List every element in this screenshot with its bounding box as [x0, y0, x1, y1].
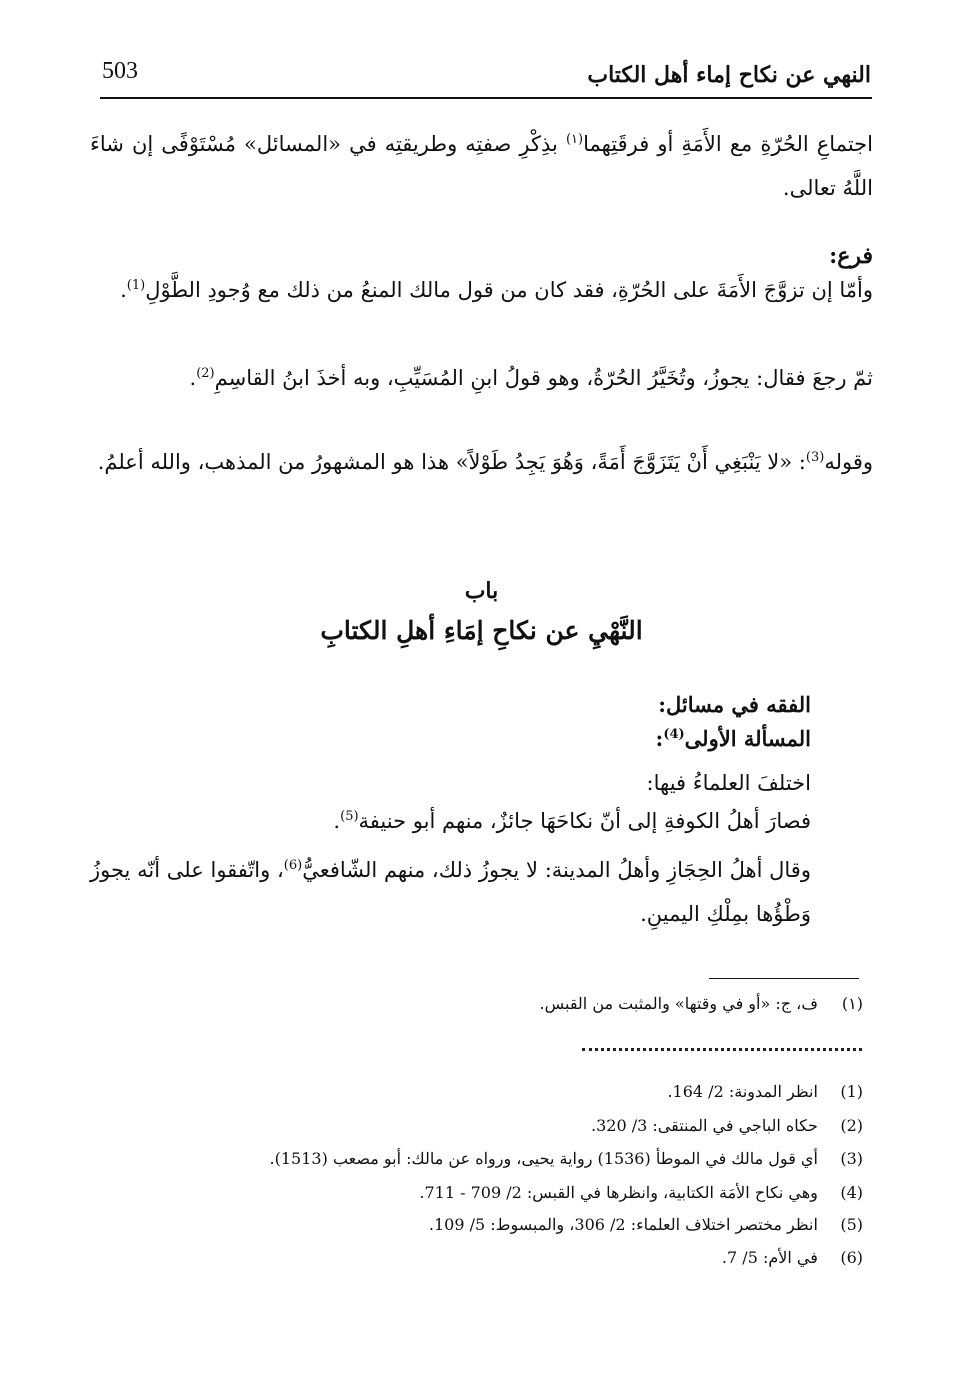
section-fasar — [90, 804, 811, 838]
footnote-number: (١) — [841, 994, 863, 1013]
paragraph-far3-text: وأمّا إن تزوَّجَ الأَمَةَ على الحُرّةِ، فقد كان من قول مالك المنعُ من ذلك مع وُجودِ الطَّوْلِ — [145, 278, 873, 302]
paragraph-qawl-rest: : «لا يَنْبَغِي أَنْ يَتَزَوَّجَ أَمَةً، وَهُوَ يَجِدُ طَوْلاً» هذا هو المشهورُ من المذهب، والله أعلمُ. — [97, 450, 806, 474]
footnote-2 — [591, 1116, 863, 1136]
footnote-number: (2) — [840, 1116, 863, 1135]
footnote-ref-4: (4) — [663, 727, 685, 742]
footnote-text: في الأم: 5/ 7. — [721, 1248, 818, 1267]
paragraph-intro — [90, 122, 873, 210]
far3-heading: فرع: — [829, 243, 873, 269]
paragraph-rujue-end: . — [189, 366, 197, 390]
footnote-number: (3) — [840, 1149, 863, 1168]
page-number: 503 — [102, 58, 138, 84]
paragraph-rujue-text: ثمّ رجعَ فقال: يجوزُ، وتُخَيَّرُ الحُرّةُ، وهو قولُ ابنِ المُسَيِّبِ، وبه أخذَ ابنُ القاسِمِ — [214, 366, 873, 390]
fasar-end: . — [333, 809, 341, 833]
paragraph-qawl-text: وقوله — [824, 450, 873, 474]
footnote-text: حكاه الباجي في المنتقى: 3/ 320. — [590, 1116, 818, 1135]
footnote-text: وهي نكاح الأمَة الكتابية، وانظرها في القبس: 2/ 709 - 711. — [419, 1183, 818, 1202]
footnote-text: ف، ج: «أو في وقتها» والمثبت من القبس. — [539, 994, 818, 1013]
footnote-ref-a: (١) — [565, 132, 584, 147]
chapter-label: باب — [464, 578, 499, 604]
running-header-title: النهي عن نكاح إماء أهل الكتاب — [587, 62, 871, 88]
footnote-number: (5) — [840, 1215, 863, 1234]
footnote-ref-3: (3) — [805, 450, 825, 465]
footnote-5 — [429, 1215, 863, 1235]
paragraph-far3-end: . — [120, 278, 127, 302]
footnote-number: (6) — [840, 1248, 863, 1267]
footnote-dotted-separator — [582, 1048, 862, 1051]
chapter-title: النَّهْيِ عن نكاحِ إمَاءِ أهلِ الكتابِ — [320, 616, 643, 645]
footnote-ref-5: (5) — [340, 809, 359, 824]
masala-end: : — [655, 726, 664, 751]
footnote-1 — [667, 1082, 863, 1102]
footnote-number: (4) — [840, 1183, 863, 1202]
footnote-number: (1) — [840, 1082, 863, 1101]
paragraph-intro-rest: بذِكْرِ صفتِه وطريقتِه في «المسائل» مُسْتَوْفًى إن شاءَ اللَّهُ تعالى. — [90, 132, 873, 200]
paragraph-qawl — [90, 440, 873, 484]
masala-text: المسألة الأولى — [684, 726, 811, 751]
paragraph-intro-text: اجتماعِ الحُرّةِ مع الأَمَةِ أو فرقَتِهما — [583, 132, 873, 156]
footnote-text: انظر مختصر اختلاف العلماء: 2/ 306، والمبسوط: 5/ 109. — [428, 1215, 818, 1234]
footnote-separator — [709, 978, 859, 979]
section-masala-heading — [90, 722, 811, 756]
qal-rest: ، واتّفقوا على أنّه يجوزُ وَطْؤُها بمِلْكِ اليمينِ. — [90, 858, 811, 926]
qal-text: وقال أهلُ الحِجَازِ وأهلُ المدينة: لا يجوزُ ذلك، منهم الشّافعيُّ — [302, 858, 811, 882]
footnote-ref-2: (2) — [196, 366, 215, 381]
footnote-ref-6: (6) — [283, 858, 303, 873]
footnote-4 — [419, 1183, 863, 1203]
footnote-text: أي قول مالك في الموطأ (1536) رواية يحيى، ورواه عن مالك: أبو مصعب (1513). — [269, 1149, 818, 1168]
paragraph-rujue — [90, 356, 873, 400]
section-qal — [90, 848, 811, 936]
section-fiqh-heading: الفقه في مسائل: — [658, 692, 811, 717]
fasar-text: فصارَ أهلُ الكوفةِ إلى أنّ نكاحَهَا جائزٌ، منهم أبو حنيفة — [358, 809, 811, 833]
paragraph-far3 — [90, 268, 873, 312]
footnote-ref-1: (1) — [126, 278, 146, 293]
section-ikhtalaf: اختلفَ العلماءُ فيها: — [646, 771, 811, 795]
footnote-a — [540, 994, 864, 1014]
footnote-6 — [722, 1248, 863, 1268]
footnote-text: انظر المدونة: 2/ 164. — [667, 1082, 818, 1101]
header-rule — [100, 97, 872, 99]
footnote-3 — [270, 1149, 863, 1169]
